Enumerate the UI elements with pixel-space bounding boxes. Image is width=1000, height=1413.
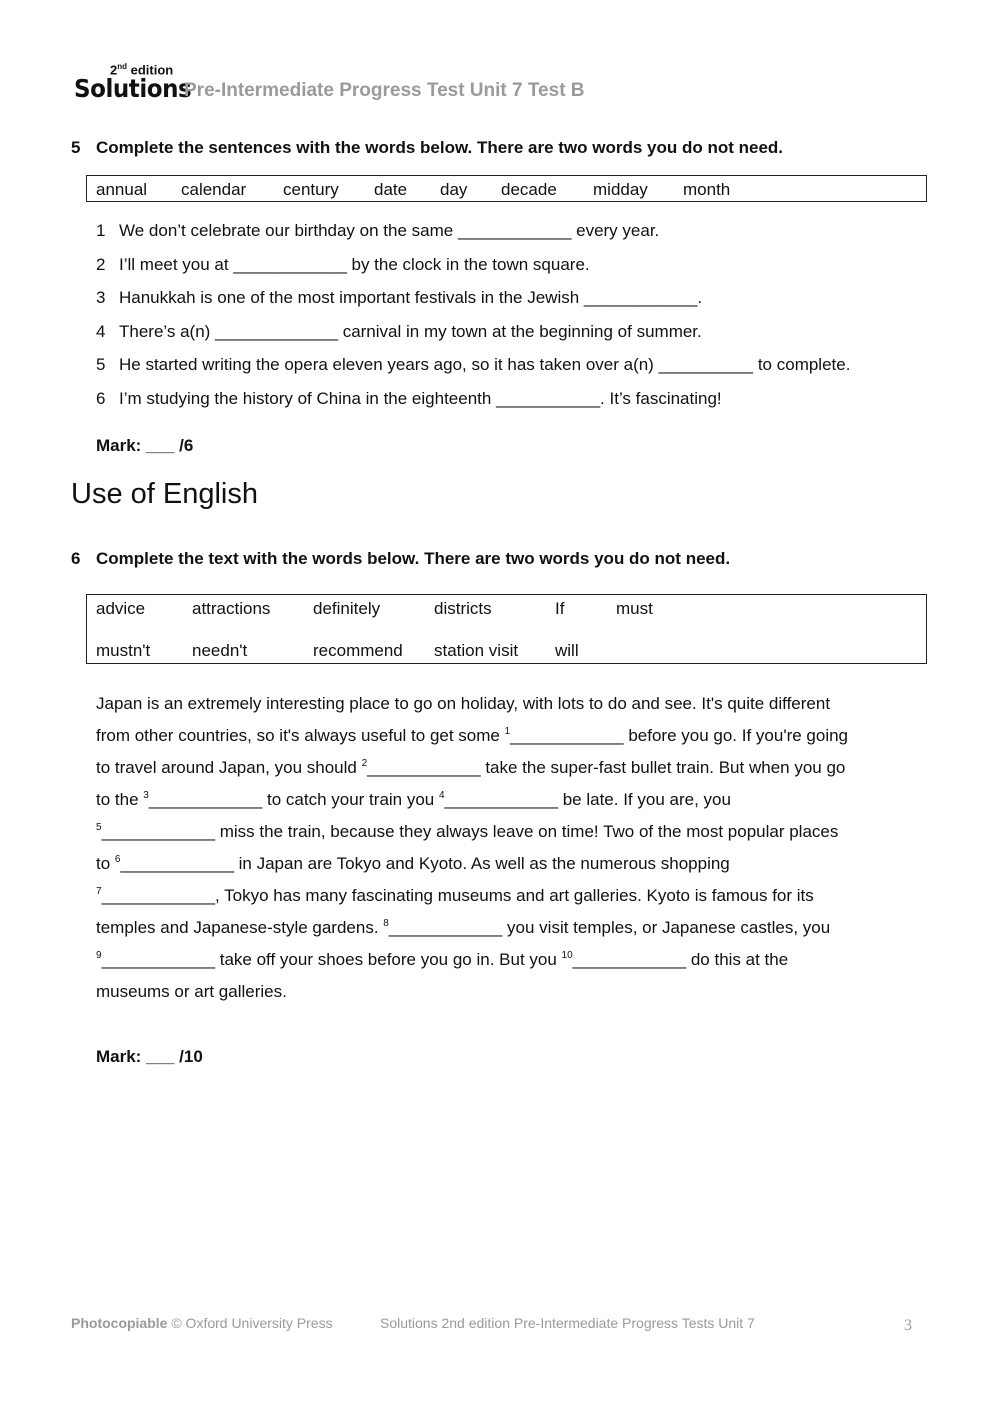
text-segment: museums or art galleries. [96,982,287,1001]
logo-brand: Solutions [74,74,192,103]
gap-number: 3 [143,790,149,801]
sentence-number: 6 [96,389,106,408]
q5-word-box [86,175,927,202]
logo-edition-number: 2 [110,62,118,78]
sentence-text: I’m studying the history of China in the eighteenth ___________. It’s fascinating! [119,389,722,408]
text-line [96,688,926,720]
q5-instruction: Complete the sentences with the words below. There are two words you do not need. [96,138,784,157]
sentence-number: 2 [96,255,106,274]
text-line [96,912,926,944]
q5-word: annual [96,180,148,199]
logo-edition-suffix: nd [117,62,128,71]
text-line [96,752,926,784]
gap-number: 6 [114,854,121,865]
gap-number: 2 [361,758,368,769]
q5-sentence-2 [96,255,590,275]
text-line [96,816,926,848]
q6-word: definitely [313,599,381,618]
sentence-text: I’ll meet you at ____________ by the clock in the town square. [119,255,590,274]
text-line [96,784,926,816]
footer-copyright [71,1315,333,1331]
gap-number: 5 [96,822,102,833]
sentence-number: 5 [96,355,106,374]
header-title: Pre-Intermediate Progress Test Unit 7 Test B [184,80,585,101]
sentence-text: We don’t celebrate our birthday on the same ____________ every year. [119,221,660,240]
text-segment: Japan is an extremely interesting place to go on holiday, with lots to do and see. It's quite different [96,694,831,713]
gap-number: 10 [561,950,573,961]
q5-word: calendar [181,180,247,199]
text-segment: ____________, Tokyo has many fascinating museums and art galleries. Kyoto is famous for its [101,886,814,905]
text-segment: ____________ you visit temples, or Japanese castles, you [388,918,831,937]
q5-word: century [283,180,339,199]
q6-word: If [555,599,565,618]
text-segment: ____________ in Japan are Tokyo and Kyoto. As well as the numerous shopping [120,854,730,873]
footer-photocopiable: Photocopiable [71,1315,168,1331]
q5-sentence-5 [96,355,850,375]
q6-word: will [555,641,579,660]
page-number: 3 [904,1317,912,1334]
q5-word: midday [593,180,648,199]
q6-mark: Mark: ___ /10 [96,1047,203,1066]
gap-number: 8 [383,918,389,929]
sentence-text: There’s a(n) _____________ carnival in my town at the beginning of summer. [119,322,702,341]
q6-number: 6 [71,549,81,568]
text-segment: to travel around Japan, you should [96,758,362,777]
q5-number: 5 [71,138,81,157]
sentence-text: He started writing the opera eleven years ago, so it has taken over a(n) __________ to complete. [119,355,851,374]
q6-instruction: Complete the text with the words below. There are two words you do not need. [96,549,731,568]
q6-word: districts [434,599,492,618]
text-segment: ____________ miss the train, because they always leave on time! Two of the most popular places [101,822,839,841]
logo-edition-word: edition [127,62,174,78]
text-segment: from other countries, so it's always useful to get some [96,726,505,745]
footer-series: Solutions 2nd edition Pre-Intermediate Progress Tests Unit 7 [380,1315,755,1331]
q6-word: station visit [434,641,519,660]
gap-number: 9 [96,950,102,961]
gap-number: 1 [504,726,511,737]
q5-word: day [440,180,468,199]
text-line [96,880,926,912]
sentence-number: 4 [96,322,106,341]
text-segment: ____________ be late. If you are, you [444,790,731,809]
q5-word: decade [501,180,557,199]
text-segment: ____________ take off your shoes before you go in. But you [101,950,562,969]
q6-word: needn't [192,641,248,660]
sentence-number: 3 [96,288,106,307]
q6-word: must [616,599,653,618]
q5-word: month [683,180,731,199]
section-title: Use of English [71,478,258,510]
text-line [96,720,926,752]
q6-gap-text [96,688,926,1008]
gap-number: 7 [96,886,102,897]
q6-word: advice [96,599,146,618]
q5-sentence-4 [96,322,702,342]
q5-sentence-6 [96,389,722,409]
q6-word: attractions [192,599,271,618]
text-segment: ____________ take the super-fast bullet train. But when you go [367,758,846,777]
text-line [96,976,926,1008]
q6-word-box [86,594,927,664]
text-segment: to the [96,790,144,809]
gap-number: 4 [438,790,445,801]
text-line [96,848,926,880]
footer-publisher: © Oxford University Press [167,1315,333,1331]
q6-word: recommend [313,641,403,660]
q6-word: mustn't [96,641,151,660]
sentence-text: Hanukkah is one of the most important festivals in the Jewish ____________. [119,288,703,307]
text-segment: temples and Japanese-style gardens. [96,918,384,937]
sentence-number: 1 [96,221,106,240]
text-line [96,944,926,976]
q5-mark: Mark: ___ /6 [96,436,194,455]
text-segment: to [96,854,115,873]
text-segment: ____________ do this at the [572,950,789,969]
q5-sentence-1 [96,221,659,241]
text-segment: ____________ to catch your train you [148,790,439,809]
q5-word: date [374,180,408,199]
text-segment: ____________ before you go. If you're going [510,726,849,745]
q5-sentence-3 [96,288,702,308]
